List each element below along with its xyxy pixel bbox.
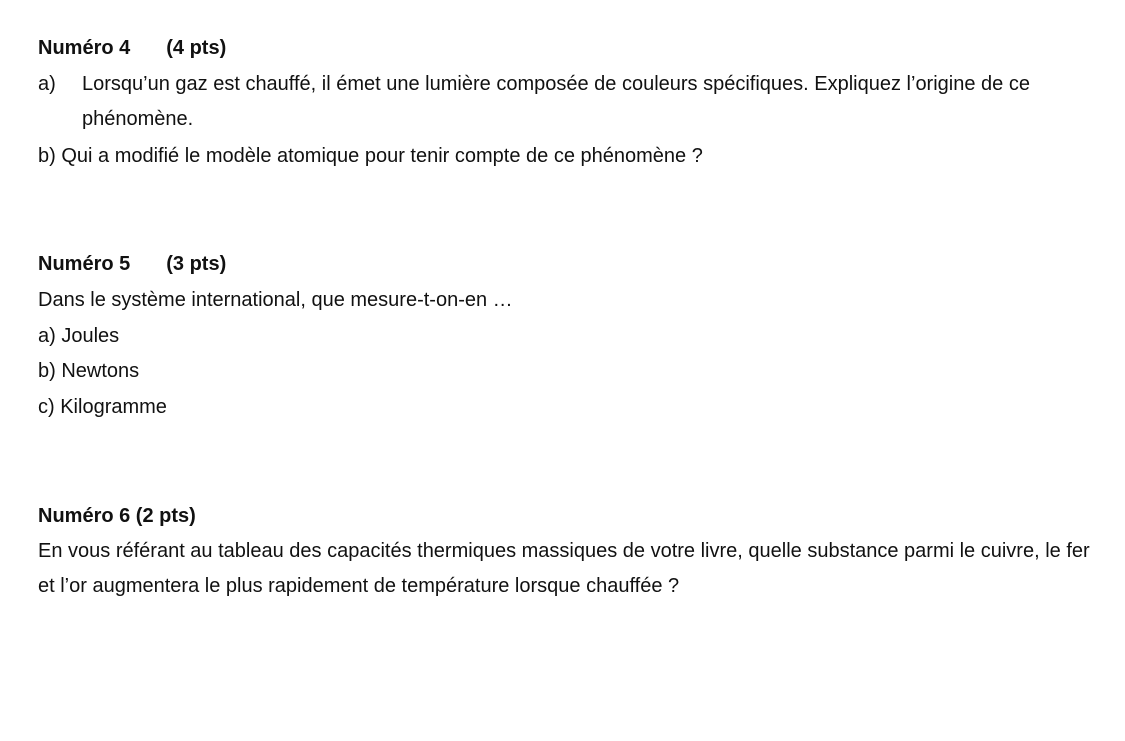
q4-part-a-text: Lorsqu’un gaz est chauffé, il émet une lumière composée de couleurs spécifiques. Expliquez l’origine de ce phénomène. — [82, 73, 1030, 130]
q5-heading-points: (3 pts) — [166, 253, 227, 275]
q5-intro: Dans le système international, que mesure-t-on-en … — [38, 289, 513, 311]
q6-text: En vous référant au tableau des capacités thermiques massiques de votre livre, quelle substance parmi le cuivre, le fer et l’or augmentera le plus rapidement de température lorsque chauffée ? — [38, 540, 1090, 597]
q5-heading — [38, 252, 226, 277]
q4-heading — [38, 36, 226, 61]
q5-item-c: c) Kilogramme — [38, 396, 167, 418]
q4-heading-points: (4 pts) — [166, 37, 227, 59]
q5-item-b: b) Newtons — [38, 360, 140, 382]
q5-heading-number: Numéro 5 — [38, 253, 131, 275]
q5-item-a: a) Joules — [38, 325, 120, 347]
q6-heading: Numéro 6 (2 pts) — [38, 505, 196, 527]
q4-part-b: b) Qui a modifié le modèle atomique pour tenir compte de ce phénomène ? — [38, 145, 703, 167]
q4-heading-number: Numéro 4 — [38, 37, 131, 59]
q4-part-a-marker: a) — [38, 73, 56, 95]
